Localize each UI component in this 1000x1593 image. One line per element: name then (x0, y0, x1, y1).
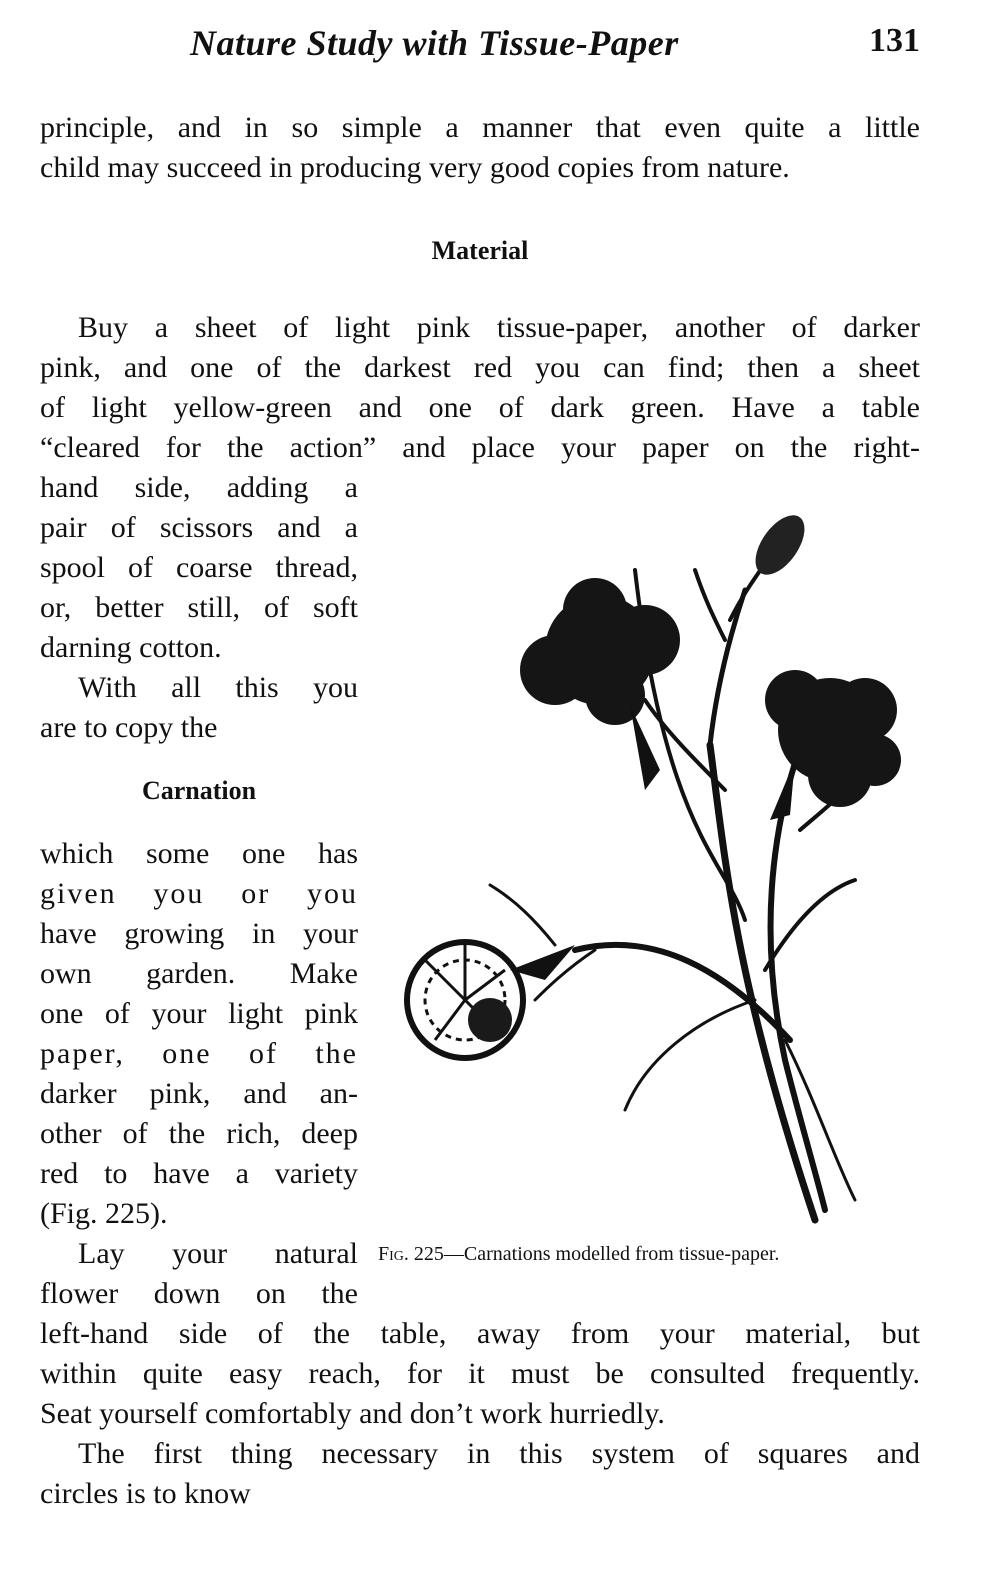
carnation-leaf (765, 880, 855, 970)
page-number: 131 (869, 22, 920, 59)
text-line: hand side, adding a (40, 471, 358, 504)
text-line: circles is to know (40, 1477, 251, 1510)
text-line: darker pink, and an- (40, 1077, 358, 1110)
text-line: of light yellow-green and one of dark green. Have a table (40, 391, 920, 424)
text-line: (Fig. 225). (40, 1197, 168, 1230)
text-line: red to have a variety (40, 1157, 358, 1190)
section-heading-material: Material (431, 236, 529, 265)
figure-caption (378, 1243, 779, 1266)
carnation-illustration (395, 500, 915, 1240)
text-line: or, better still, of soft (40, 591, 358, 624)
text-line: “cleared for the action” and place your paper on the right- (40, 431, 920, 464)
text-line: The first thing necessary in this system of squares and (78, 1437, 920, 1470)
figure-label: Fig. 225 (378, 1243, 444, 1265)
figure-caption-text: —Carnations modelled from tissue-paper. (443, 1243, 780, 1265)
text-line: darning cotton. (40, 631, 222, 664)
text-line: within quite easy reach, for it must be consulted frequently. (40, 1357, 920, 1390)
text-line: own garden. Make (40, 957, 358, 990)
text-line: flower down on the (40, 1277, 358, 1310)
carnation-leaf (490, 885, 555, 945)
text-line: Seat yourself comfortably and don’t work hurriedly. (40, 1397, 665, 1430)
carnation-leaf (625, 1000, 755, 1110)
text-line: principle, and in so simple a manner that even quite a little (40, 111, 920, 144)
text-line: which some one has (40, 837, 358, 870)
carnation-stem (710, 590, 745, 745)
carnation-calyx (770, 760, 795, 820)
text-line: Lay your natural (78, 1237, 358, 1270)
section-heading-carnation: Carnation (141, 776, 257, 805)
carnation-bud (746, 507, 814, 583)
carnation-leaf (695, 570, 725, 640)
text-line: pink, and one of the darkest red you can find; then a sheet (40, 351, 920, 384)
text-line: other of the rich, deep (40, 1117, 358, 1150)
carnation-bloom (407, 942, 523, 1058)
text-line: left-hand side of the table, away from your material, but (40, 1317, 920, 1350)
text-line: one of your light pink (40, 997, 358, 1030)
text-line: Buy a sheet of light pink tissue-paper, another of darker (78, 311, 920, 344)
running-head (40, 22, 920, 72)
text-line: have growing in your (40, 917, 358, 950)
text-line: paper, one of the (40, 1037, 358, 1070)
text-line: child may succeed in producing very good copies from nature. (40, 151, 790, 184)
text-line: given you or you (40, 877, 358, 910)
text-line: With all this you (78, 671, 358, 704)
text-line: are to copy the (40, 711, 218, 744)
running-title: Nature Study with Tissue-Paper (190, 23, 679, 63)
carnation-leaf (785, 1040, 855, 1200)
text-line: spool of coarse thread, (40, 551, 358, 584)
text-line: pair of scissors and a (40, 511, 358, 544)
